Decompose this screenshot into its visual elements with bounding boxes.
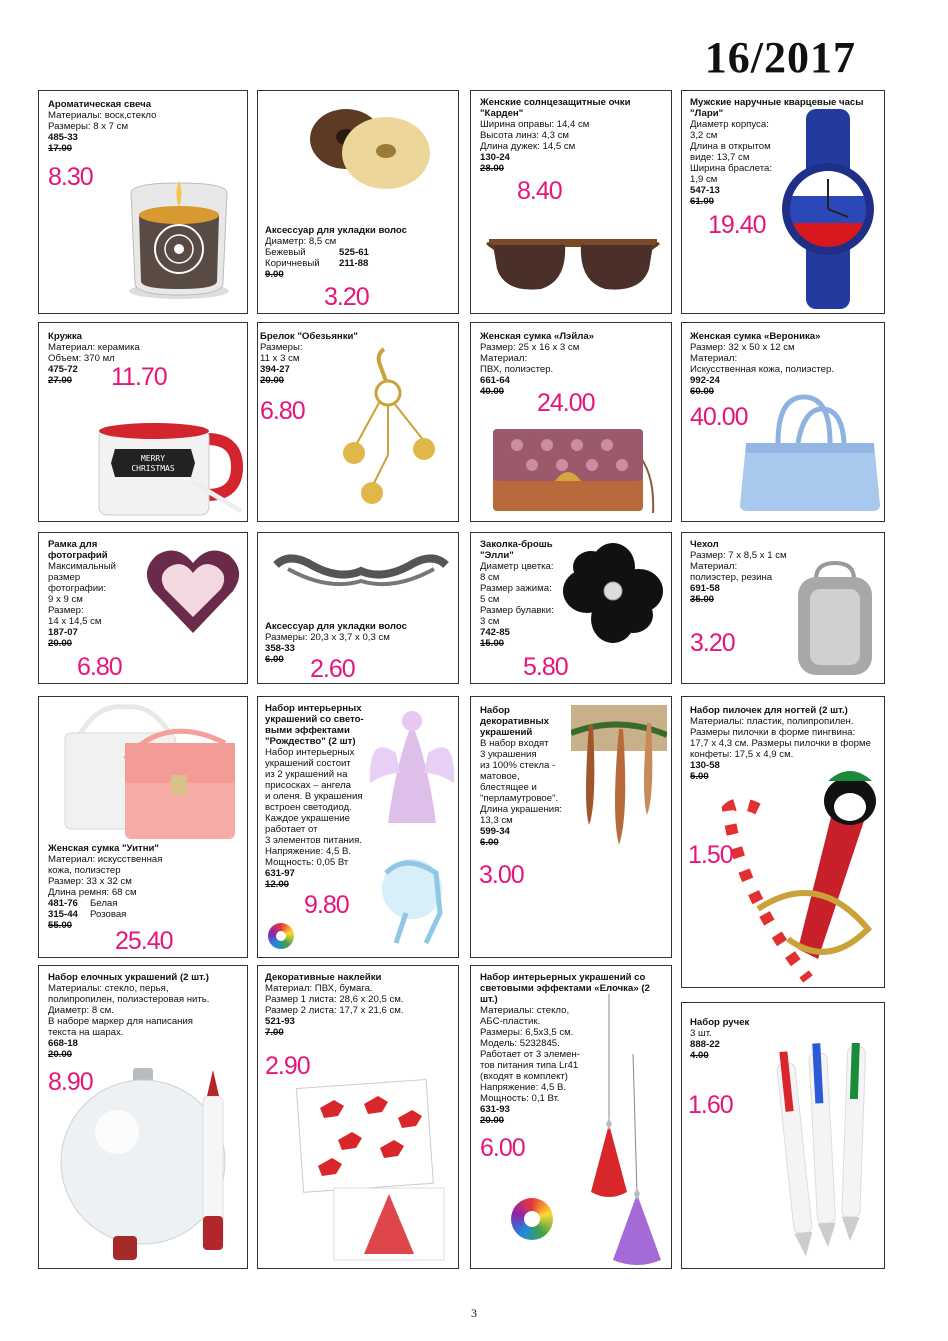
product-spec: Диаметр: 8 см. <box>48 1005 114 1016</box>
product-spec: присосках – ангела <box>265 780 352 791</box>
variant-code: 481-76 <box>48 898 78 909</box>
variant-code: 211-88 <box>339 258 369 269</box>
product-spec: Размер: 33 х 32 см <box>48 876 132 887</box>
product-price: 3.00 <box>479 861 524 889</box>
reindeer-stickers-image <box>294 1078 454 1264</box>
product-spec: Размеры: 8 х 7 см <box>48 121 129 132</box>
old-price: 9.00 <box>265 269 284 280</box>
product-card[interactable] <box>470 532 672 684</box>
product-price: 9.80 <box>304 891 349 919</box>
variant-code: 525-61 <box>339 247 369 258</box>
product-code: 485-33 <box>48 132 78 143</box>
pens-image <box>766 1043 876 1265</box>
product-title: Заколка-брошь "Элли" <box>480 539 553 561</box>
product-spec: В набор входят <box>480 738 549 749</box>
product-spec: АБС-пластик. <box>480 1016 541 1027</box>
old-price: 5.00 <box>690 771 709 782</box>
product-price: 3.20 <box>324 283 369 311</box>
product-spec: Длина украшения: <box>480 804 562 815</box>
product-spec: Набор интерьерных <box>265 747 355 758</box>
product-title: Женская сумка "Уитни" <box>48 843 159 854</box>
old-price: 55.00 <box>48 920 73 931</box>
hair-donut-image <box>298 97 438 197</box>
product-spec: Диаметр цветка: <box>480 561 554 572</box>
product-price: 40.00 <box>690 403 748 431</box>
product-spec: Размер зажима: <box>480 583 552 594</box>
mug-text-1: MERRY <box>140 454 166 463</box>
product-title: Женская сумка «Лэйла» <box>480 331 595 342</box>
mug-image <box>91 419 245 519</box>
product-price: 6.80 <box>77 653 122 681</box>
product-spec: размер <box>48 572 81 583</box>
product-card[interactable] <box>257 965 459 1269</box>
product-spec: фотографии: <box>48 583 107 594</box>
product-spec: Размеры: 6,5х3,5 см. <box>480 1027 574 1038</box>
product-spec: Материал: <box>690 353 738 364</box>
product-title: Кружка <box>48 331 82 342</box>
product-spec: Модель: 5232845. <box>480 1038 560 1049</box>
old-price: 6.00 <box>480 837 499 848</box>
product-title: Аксессуар для укладки волос <box>265 225 407 236</box>
product-price: 2.60 <box>310 655 355 683</box>
product-title: Набор елочных украшений (2 шт.) <box>48 972 209 983</box>
variant-name: Коричневый <box>265 258 320 269</box>
product-spec: "перламутровое". <box>480 793 559 804</box>
variant-name: Бежевый <box>265 247 306 258</box>
product-code: 691-58 <box>690 583 720 594</box>
product-spec: Длина в открытом <box>690 141 771 152</box>
product-spec: Материал: <box>480 353 528 364</box>
product-code: 521-93 <box>265 1016 295 1027</box>
product-spec: 3 шт. <box>690 1028 712 1039</box>
product-code: 130-58 <box>690 760 720 771</box>
product-spec: (входят в комплект) <box>480 1071 568 1082</box>
product-spec: Длина ремня: 68 см <box>48 887 137 898</box>
product-title: Чехол <box>690 539 719 550</box>
product-spec: кожа, полиэстер <box>48 865 121 876</box>
angel-deer-lights-image <box>366 703 458 953</box>
product-spec: Размеры: <box>260 342 303 353</box>
product-code: 742-85 <box>480 627 510 638</box>
product-spec: Размер: <box>48 605 84 616</box>
product-spec: Диаметр корпуса: <box>690 119 769 130</box>
page-number: 3 <box>471 1306 477 1320</box>
product-spec: Ширина оправы: 14,4 см <box>480 119 590 130</box>
product-spec: Каждое украшение <box>265 813 350 824</box>
product-spec: Объем: 370 мл <box>48 353 115 364</box>
product-spec: Размер: 32 х 50 х 12 см <box>690 342 795 353</box>
product-card[interactable] <box>470 696 672 958</box>
product-code: 631-97 <box>265 868 295 879</box>
product-card[interactable] <box>257 322 459 522</box>
product-price: 11.70 <box>111 363 167 391</box>
product-spec: Размер: 25 х 16 х 3 см <box>480 342 580 353</box>
product-spec: полиэстер, резина <box>690 572 773 583</box>
product-spec: Материал: ПВХ, бумага. <box>265 983 373 994</box>
product-card[interactable] <box>681 1002 885 1269</box>
product-spec: блестящее и <box>480 782 537 793</box>
product-spec: тов питания типа Lr41 <box>480 1060 579 1071</box>
product-spec: 5 см <box>480 594 500 605</box>
product-spec: Материалы: стекло, <box>480 1005 570 1016</box>
product-spec: Работает от 3 элемен- <box>480 1049 580 1060</box>
variant-code: 315-44 <box>48 909 78 920</box>
product-code: 631-93 <box>480 1104 510 1115</box>
sunglasses-image <box>485 233 661 303</box>
product-code: 130-24 <box>480 152 510 163</box>
nail-files-image <box>718 769 882 985</box>
product-card[interactable] <box>38 322 248 522</box>
variant-name: Розовая <box>90 909 127 920</box>
product-spec: и оленя. В украшения <box>265 791 363 802</box>
product-card[interactable] <box>257 532 459 684</box>
handbags-image <box>55 703 241 843</box>
old-price: 17.00 <box>48 143 73 154</box>
old-price: 7.00 <box>265 1027 284 1038</box>
product-code: 547-13 <box>690 185 720 196</box>
product-spec: Напряжение: 4,5 В. <box>265 846 352 857</box>
old-price: 6.00 <box>265 654 284 665</box>
product-title: Брелок "Обезьянки" <box>260 331 358 342</box>
product-spec: В наборе маркер для написания <box>48 1016 194 1027</box>
product-price: 1.50 <box>688 841 733 869</box>
product-spec: виде: 13,7 см <box>690 152 750 163</box>
color-wheel-icon <box>511 1198 553 1240</box>
product-spec: Размер 2 листа: 17,7 х 21,6 см. <box>265 1005 404 1016</box>
product-code: 394-27 <box>260 364 290 375</box>
old-price: 27.00 <box>48 375 73 386</box>
product-card[interactable] <box>257 696 459 958</box>
issue-number: 16/2017 <box>704 33 856 82</box>
product-spec: Мощность: 0,1 Вт. <box>480 1093 560 1104</box>
product-spec: Размеры пилочки в форме пингвина: <box>690 727 856 738</box>
old-price: 4.00 <box>690 1050 709 1061</box>
product-price: 5.80 <box>523 653 568 681</box>
product-spec: 3 см <box>480 616 500 627</box>
old-price: 28.00 <box>480 163 505 174</box>
product-spec: Искусственная кожа, полиэстер. <box>690 364 834 375</box>
product-spec: Высота линз: 4,3 см <box>480 130 569 141</box>
product-price: 25.40 <box>115 927 173 955</box>
product-card[interactable] <box>470 322 672 522</box>
product-title: Ароматическая свеча <box>48 99 152 110</box>
old-price: 20.00 <box>260 375 285 386</box>
product-spec: Материалы: воск,стекло <box>48 110 157 121</box>
product-spec: Размер: 7 х 8,5 х 1 см <box>690 550 787 561</box>
product-spec: 17,7 х 4,3 см. Размеры пилочки в форме <box>690 738 871 749</box>
product-card[interactable] <box>470 965 672 1269</box>
product-title: Набор декоративных украшений <box>480 705 549 738</box>
heart-frame-image <box>143 541 243 641</box>
product-code: 668-18 <box>48 1038 78 1049</box>
old-price: 40.00 <box>480 386 505 397</box>
product-card[interactable] <box>38 965 248 1269</box>
product-spec: 1,9 см <box>690 174 718 185</box>
old-price: 35.00 <box>690 594 715 605</box>
product-spec: Напряжение: 4,5 В. <box>480 1082 567 1093</box>
product-spec: ПВХ, полиэстер. <box>480 364 554 375</box>
product-code: 992-24 <box>690 375 720 386</box>
product-spec: 11 х 3 см <box>260 353 300 364</box>
product-spec: встроен светодиод. <box>265 802 352 813</box>
product-spec: 3 украшения <box>480 749 537 760</box>
product-spec: Ширина браслета: <box>690 163 773 174</box>
product-title: Набор ручек <box>690 1017 750 1028</box>
product-spec: 3 элементов питания. <box>265 835 362 846</box>
product-price: 2.90 <box>265 1052 310 1080</box>
product-price: 6.80 <box>260 397 305 425</box>
product-spec: Материал: керамика <box>48 342 140 353</box>
product-title: Декоративные наклейки <box>265 972 382 983</box>
product-spec: 9 х 9 см <box>48 594 83 605</box>
product-price: 24.00 <box>537 389 595 417</box>
product-card[interactable] <box>681 90 885 314</box>
product-spec: Материалы: стекло, перья, <box>48 983 169 994</box>
old-price: 20.00 <box>480 1115 505 1126</box>
product-spec: Максимальный <box>48 561 116 572</box>
clutch-bag-image <box>487 423 663 519</box>
product-spec: Материал: искусственная <box>48 854 163 865</box>
product-card[interactable] <box>681 322 885 522</box>
product-code: 187-07 <box>48 627 78 638</box>
product-spec: из 100% стекла - <box>480 760 556 771</box>
old-price: 60.00 <box>690 386 715 397</box>
old-price: 20.00 <box>48 1049 73 1060</box>
product-title: Аксессуар для укладки волос <box>265 621 407 632</box>
product-card[interactable] <box>38 532 248 684</box>
product-price: 1.60 <box>688 1091 733 1119</box>
product-title: Женские солнцезащитные очки "Карден" <box>480 97 631 119</box>
product-spec: Длина дужек: 14,5 см <box>480 141 576 152</box>
product-card[interactable] <box>257 90 459 314</box>
product-price: 8.30 <box>48 163 93 191</box>
product-price: 3.20 <box>690 629 735 657</box>
product-spec: Размеры: 20,3 х 3,7 х 0,3 см <box>265 632 390 643</box>
old-price: 61.00 <box>690 196 715 207</box>
product-card[interactable] <box>38 90 248 314</box>
product-spec: Размер 1 листа: 28,6 х 20,5 см. <box>265 994 404 1005</box>
product-title: Набор интерьерных украшений со свето-выми эффектами "Рождество" (2 шт) <box>265 703 364 747</box>
product-price: 19.40 <box>708 211 766 239</box>
product-code: 888-22 <box>690 1039 720 1050</box>
product-price: 8.90 <box>48 1068 93 1096</box>
product-spec: Материалы: пластик, полипропилен. <box>690 716 854 727</box>
product-code: 475-72 <box>48 364 78 375</box>
product-card[interactable] <box>681 696 885 988</box>
glass-drop-ornaments-image <box>571 705 667 855</box>
product-title: Женская сумка «Вероника» <box>690 331 821 342</box>
old-price: 15.00 <box>480 638 505 649</box>
old-price: 20.00 <box>48 638 73 649</box>
product-card[interactable] <box>681 532 885 684</box>
product-spec: 8 см <box>480 572 500 583</box>
product-code: 661-64 <box>480 375 510 386</box>
color-wheel-icon <box>268 923 294 949</box>
product-title: Рамка для фотографий <box>48 539 108 561</box>
mug-text-2: CHRISTMAS <box>131 464 175 473</box>
product-spec: 13,3 см <box>480 815 513 826</box>
product-code: 599-34 <box>480 826 510 837</box>
product-spec: Диаметр: 8,5 см <box>265 236 337 247</box>
product-price: 6.00 <box>480 1134 525 1162</box>
product-spec: текста на шарах. <box>48 1027 124 1038</box>
product-title: Набор пилочек для ногтей (2 шт.) <box>690 705 848 716</box>
product-card[interactable] <box>470 90 672 314</box>
product-code: 358-33 <box>265 643 295 654</box>
candle-image <box>119 163 239 303</box>
product-spec: украшений состоит <box>265 758 351 769</box>
product-spec: работает от <box>265 824 318 835</box>
hair-clip-image <box>268 547 454 597</box>
old-price: 12.00 <box>265 879 290 890</box>
product-spec: Мощность: 0,05 Вт <box>265 857 349 868</box>
product-spec: конфеты: 17,5 х 4,9 см. <box>690 749 794 760</box>
product-spec: Размер булавки: <box>480 605 554 616</box>
product-spec: матовое, <box>480 771 520 782</box>
product-title: Мужские наручные кварцевые часы "Лари" <box>690 97 864 119</box>
variant-name: Белая <box>90 898 118 909</box>
product-price: 8.40 <box>517 177 562 205</box>
product-spec: Материал: <box>690 561 738 572</box>
product-spec: 3,2 см <box>690 130 718 141</box>
product-card[interactable] <box>38 696 248 958</box>
product-spec: из 2 украшений на <box>265 769 348 780</box>
handbag-image <box>734 387 884 517</box>
product-spec: полипропилен, полиэстеровая нить. <box>48 994 210 1005</box>
product-spec: 14 х 14,5 см <box>48 616 102 627</box>
product-title: Набор интерьерных украшений со световыми эффектами «Елочка» (2 шт.) <box>480 972 650 1005</box>
